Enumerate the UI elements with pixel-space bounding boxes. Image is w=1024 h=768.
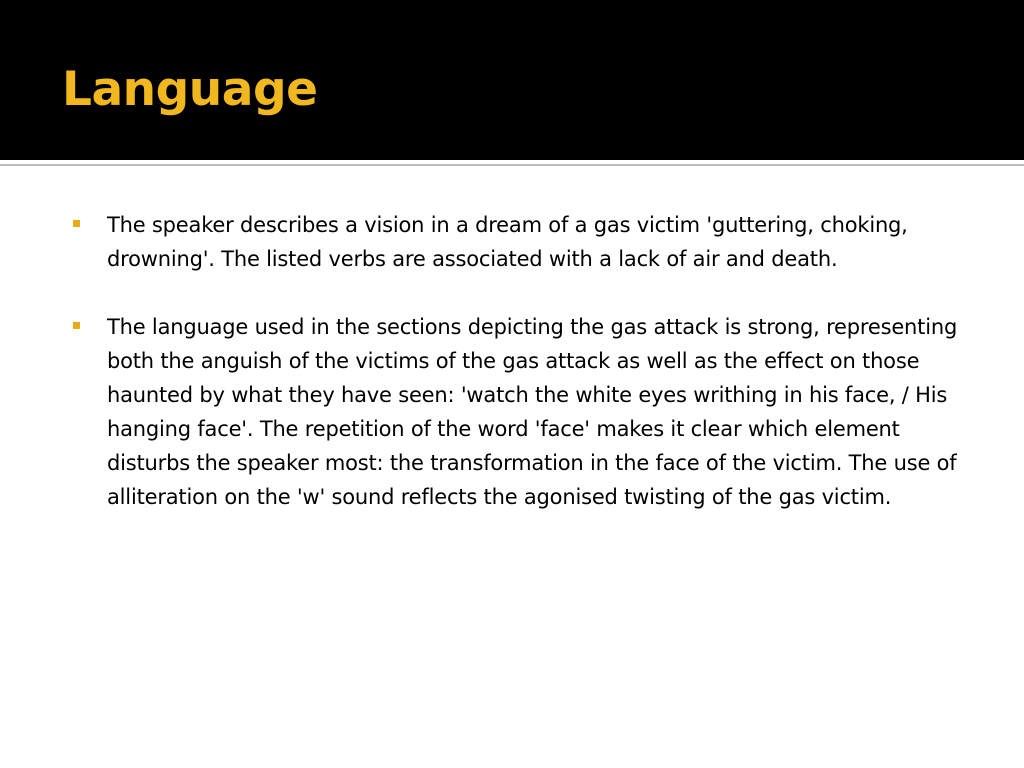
square-bullet-icon	[73, 322, 80, 329]
title-divider	[0, 164, 1024, 166]
slide-content	[0, 208, 1024, 548]
slide-title: Language	[62, 62, 318, 117]
square-bullet-icon	[73, 220, 80, 227]
title-bar	[0, 0, 1024, 160]
bullet-list	[0, 208, 1024, 514]
bullet-text: The language used in the sections depicting the gas attack is strong, representing both the anguish of the victims of the gas attack as well as the effect on those haunted by what they have seen: 'watch the white eyes writhing in his face, / His hanging face'. The repetition of the word 'face' makes it clear which element disturbs the speaker most: the transformation in the face of the victim. The use of alliteration on the 'w' sound reflects the agonised twisting of the gas victim.	[107, 315, 958, 509]
bullet-item	[0, 208, 1024, 276]
bullet-text: The speaker describes a vision in a dream of a gas victim 'guttering, choking, drowning'. The listed verbs are associated with a lack of air and death.	[107, 213, 908, 271]
bullet-item	[0, 310, 1024, 514]
